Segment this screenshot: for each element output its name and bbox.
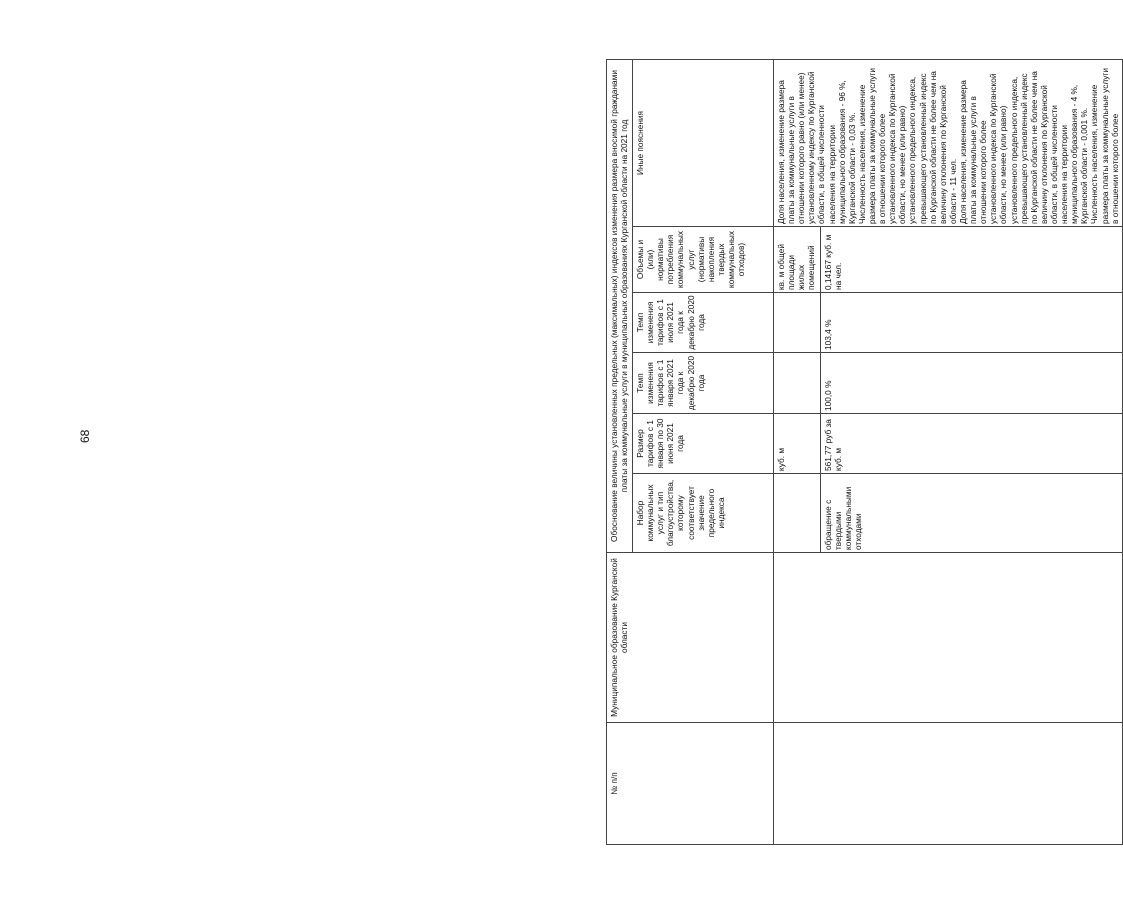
- justification-table: [606, 59, 1123, 845]
- header-justification: Обоснование величины установленных предельных (максимальных) индексов изменения размера вносимой гражданами платы за коммунальные услуги в муниципальных образованиях Курганской области на 2021 год: [607, 60, 633, 553]
- rotated-page-content: [606, 60, 1120, 845]
- page-number: 68: [78, 429, 92, 443]
- cell-rate-jul-empty: [774, 293, 821, 353]
- cell-tariff-size: 561,77 руб за куб. м: [820, 414, 1122, 474]
- header-tariff-rate-jan: Темп изменения тарифов с 1 января 2021 года к декабрю 2020 года: [633, 353, 774, 414]
- cell-volumes: 0,14167 куб. м на чел.: [820, 227, 1122, 293]
- cell-service-empty: [774, 474, 821, 553]
- cell-notes: Доля населения, изменение размера платы за коммунальные услуги в отношении которого равно (или менее) установленному индексу по Курганской области, в общей численности населения на территории муниципального образования - 96 %, Курганской области - 0,03 %. Численность населения, изменение размера платы за коммунальные услуги в отношении которого более установленного индекса по Курганской области, но менее (или равно) установленного предельного индекса, превышающего установленный индекс по Курганской области не более чем на величину отклонения по Курганской области - 11 чел. Доля населения, изменение размера платы за коммунальные услуги в отношении которого более установленного индекса по Курганской области, но менее (или равно) установленного предельного индекса, превышающего установленный индекс по Курганской области не более чем на величину отклонения по Курганской области, в общей численности населения на территории муниципального образования - 4 %, Курганской области - 0,001 %. Численность населения, изменение размера платы за коммунальные услуги в отношении которого более: [774, 60, 1123, 227]
- header-service-set: Набор коммунальных услуг и тип благоустройства, которому соответствует значение предельного индекса: [633, 474, 774, 553]
- cell-tariff-rate-jan: 100,0 %: [820, 353, 1122, 414]
- cell-service: обращение с твердыми коммунальными отходами: [820, 474, 1122, 553]
- header-municipality: Муниципальное образование Курганской области: [607, 553, 774, 723]
- cell-num: [774, 723, 1123, 845]
- cell-tariff-size-unit: куб. м: [774, 414, 821, 474]
- cell-municipality: [774, 553, 1123, 723]
- cell-volumes-unit: кв. м общей площади жилых помещений: [774, 227, 821, 293]
- header-tariff-rate-jul: Темп изменения тарифов с 1 июля 2021 года к декабрю 2020 года: [633, 293, 774, 353]
- header-num: № п/п: [607, 723, 774, 845]
- cell-tariff-rate-jul: 103,4 %: [820, 293, 1122, 353]
- cell-rate-jan-empty: [774, 353, 821, 414]
- header-notes: Иные пояснения: [633, 60, 774, 227]
- header-tariff-size: Размер тарифов с 1 января по 30 июня 2021 года: [633, 414, 774, 474]
- header-volumes: Объемы и (или) нормативы потребления коммунальных услуг (нормативы накопления твердых коммунальных отходов): [633, 227, 774, 293]
